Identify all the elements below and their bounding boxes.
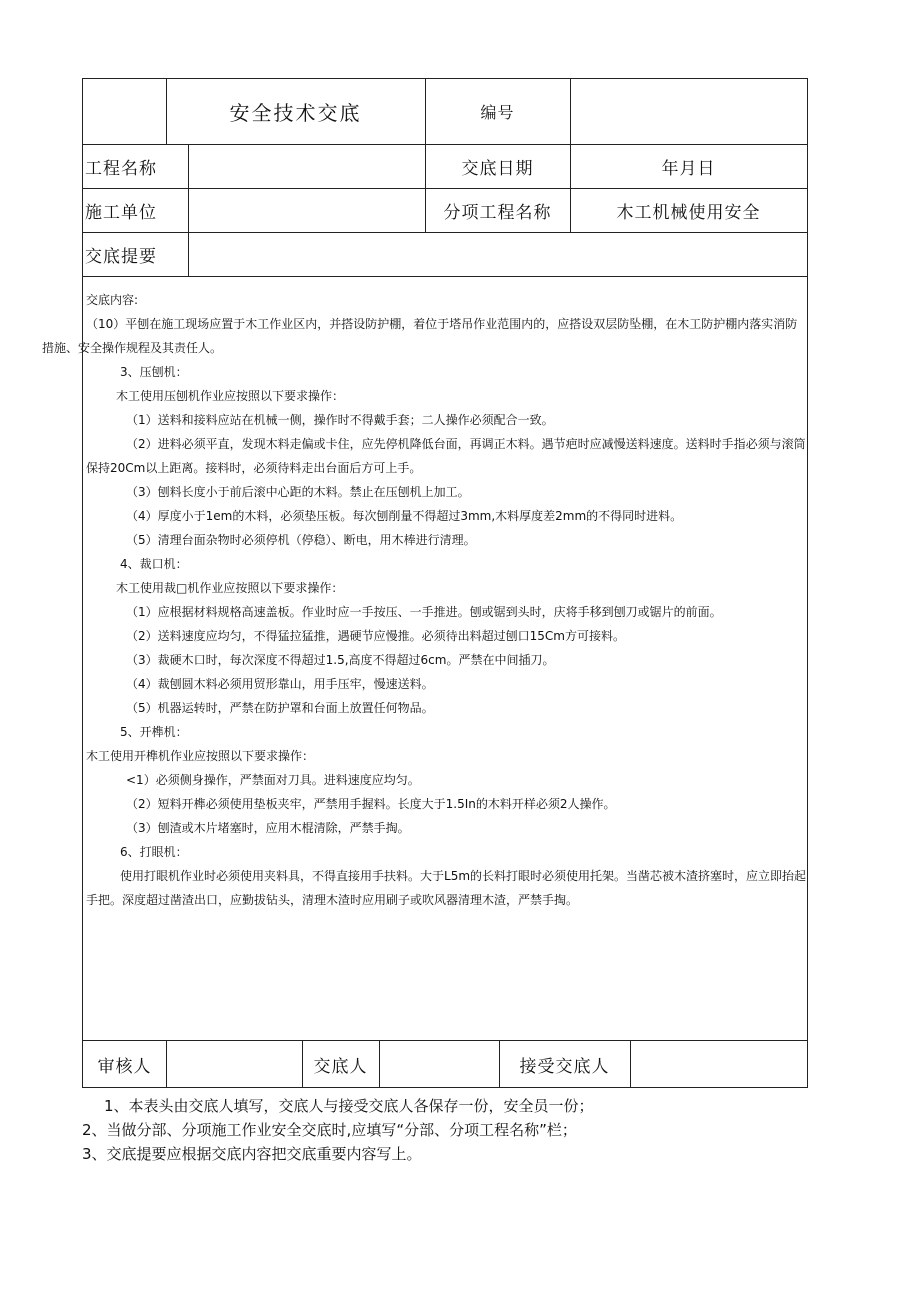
project-name-value[interactable] <box>188 144 425 188</box>
content-line: （4）裁刨圆木料必须用贸形靠山，用手压牢，慢速送料。 <box>126 677 434 691</box>
disclosure-date-value[interactable]: 年月日 <box>661 158 716 179</box>
content-line: （1）应根据材料规格高速盖板。作业时应一手按压、一手推进。刨或锯到头时，庆将手移到刨刀或锯片的前面。 <box>126 605 722 619</box>
content-line: 6、打眼机： <box>120 845 188 859</box>
content-line: （2）短料开榫必须使用垫板夹牢，严禁用手握料。长度大于1.5In的木料开样必须2人操作。 <box>126 797 616 811</box>
row-divider <box>83 276 807 277</box>
receiver-value[interactable] <box>630 1040 807 1088</box>
content-line: 使用打眼机作业时必须使用夹料具，不得直接用手扶料。大于L5m的长料打眼时必须使用托架。当凿芯被木渣挤塞时，应立即抬起手把。深度超过凿渣出口，应勤拔钻头，清理木渣时应用刷子或吹风器清理木渣，严禁手掏。 <box>86 869 807 907</box>
content-line: （5）机器运转时，严禁在防护罩和台面上放置任何物品。 <box>126 701 434 715</box>
discloser-label: 交底人 <box>313 1056 368 1077</box>
construction-unit-label: 施工单位 <box>85 202 157 223</box>
content-line: （5）清理台面杂物时必须停机（停稳）、断电，用木棒进行清理。 <box>126 533 476 547</box>
reviewer-label: 审核人 <box>97 1056 152 1077</box>
content-line: 木工使用裁□机作业应按照以下要求操作： <box>116 581 344 595</box>
number-label: 编号 <box>480 103 515 122</box>
content-line: 5、开榫机： <box>120 725 188 739</box>
receiver-label: 接受交底人 <box>519 1056 610 1077</box>
content-line: （3）裁硬木口时，每次深度不得超过1.5,高度不得超过6cm。严禁在中间插刀。 <box>126 653 555 667</box>
footnote: 1、本表头由交底人填写，交底人与接受交底人各保存一份，安全员一份； <box>104 1097 594 1115</box>
footnote: 3、交底提要应根据交底内容把交底重要内容写上。 <box>82 1145 422 1163</box>
disclosure-content[interactable] <box>42 283 807 945</box>
content-line: 木工使用压刨机作业应按照以下要求操作： <box>116 389 345 403</box>
subproject-name-label: 分项工程名称 <box>443 202 552 223</box>
content-line: （3）刨料长度小于前后滚中心距的木料。禁止在压刨机上加工。 <box>126 485 470 499</box>
summary-label: 交底提要 <box>85 246 157 267</box>
content-line: （2）进料必须平直，发现木料走偏或卡住，应先停机降低台面，再调正木料。遇节疤时应减慢送料速度。送料时手指必须与滚筒保持20Cm以上距离。接料时，必须待料走出台面后方可上手。 <box>86 437 806 475</box>
content-line: （2）送料速度应均匀，不得猛拉猛推，遇硬节应慢推。必须待出料超过刨口15Cm方可接料。 <box>126 629 625 643</box>
content-heading: 交底内容: <box>86 293 139 307</box>
reviewer-value[interactable] <box>166 1040 302 1088</box>
subproject-name-value[interactable]: 木工机械使用安全 <box>616 202 761 223</box>
disclosure-date-label: 交底日期 <box>461 158 534 179</box>
project-name-label: 工程名称 <box>85 158 157 179</box>
summary-value[interactable] <box>188 232 807 276</box>
content-line: 4、裁口机： <box>120 557 188 571</box>
footnotes <box>82 1094 822 1166</box>
content-line: 木工使用开榫机作业应按照以下要求操作： <box>86 749 315 763</box>
form-title: 安全技术交底 <box>229 101 362 125</box>
disclosure-form <box>42 78 808 1088</box>
footnote: 2、当做分部、分项施工作业安全交底时,应填写“分部、分项工程名称”栏； <box>82 1121 577 1139</box>
number-value[interactable] <box>570 79 807 144</box>
content-line: （4）厚度小于1em的木料，必须垫压板。每次刨削量不得超过3mm,木料厚度差2mm的不得同时进料。 <box>126 509 683 523</box>
content-line: （3）刨渣或木片堵塞时，应用木棍清除，严禁手掏。 <box>126 821 410 835</box>
content-line: （1）送料和接料应站在机械一侧，操作时不得戴手套；二人操作必须配合一致。 <box>126 413 554 427</box>
content-line: （10）平刨在施工现场应置于木工作业区内，并搭设防护棚，着位于塔吊作业范围内的，应搭设双层防坠棚，在木工防护棚内落实消防措施、安全操作规程及其责任人。 <box>42 317 798 355</box>
content-line: <1）必须侧身操作，严禁面对刀具。进料速度应均匀。 <box>126 773 420 787</box>
construction-unit-value[interactable] <box>188 188 425 232</box>
discloser-value[interactable] <box>379 1040 499 1088</box>
content-line: 3、压刨机： <box>120 365 188 379</box>
